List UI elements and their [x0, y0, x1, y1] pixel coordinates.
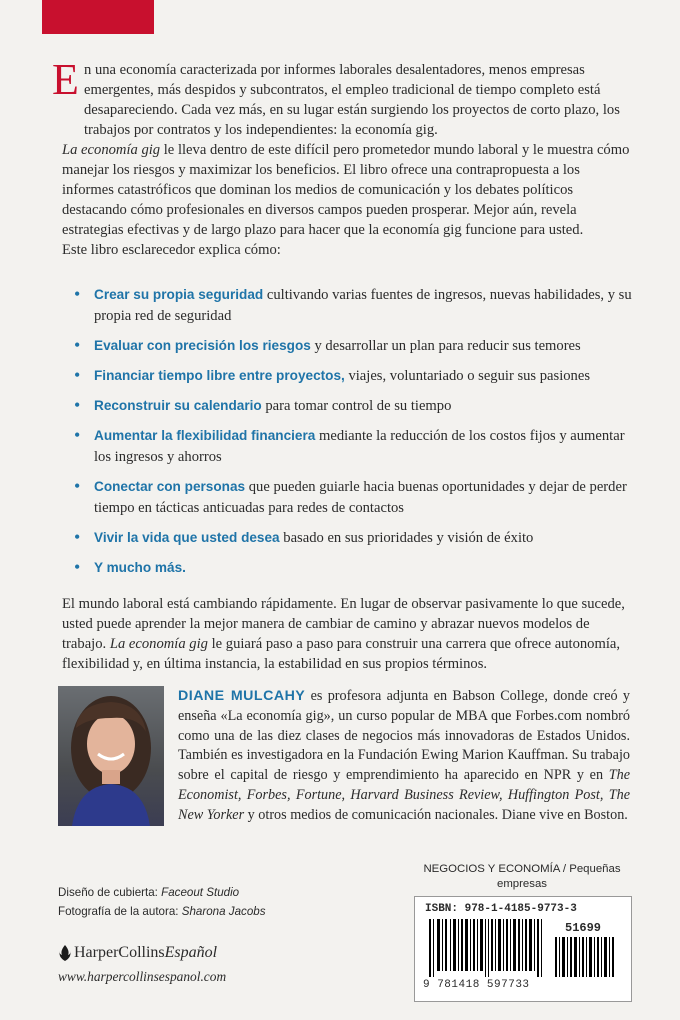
bullet-item: • Evaluar con precisión los riesgos y desarrollar un plan para reducir sus temores	[72, 335, 632, 357]
bullet-item: • Crear su propia seguridad cultivando varias fuentes de ingresos, nuevas habilidades, y su propia red de seguridad	[72, 284, 632, 327]
closing-paragraph: El mundo laboral está cambiando rápidamente. En lugar de observar pasivamente lo que sucede, usted puede aprender la mejor manera de cambiar de camino y abrazar nuevos modelos de trabajo. La economía gig le guiará paso a paso para construir una carrera que ofrece autonomía, flexibilidad y, en última instancia, la estabilidad en sus propios términos.	[62, 596, 625, 672]
cover-credit: Diseño de cubierta: Faceout Studio	[58, 886, 240, 899]
intro-paragraph-2: La economía gig le lleva dentro de este difícil pero prometedor mundo laboral y le muestra cómo manejar los riesgos y maximizar los beneficios. El libro ofrece una contrapropuesta a los informes catastróficos que dominan los medios de comunicación y los debates políticos destacando cómo profesionales en diversos campos pueden prosperar. Mejor aún, revela estrategias efectivas y de largo plazo para hacer que la economía gig funcione para usted.	[62, 142, 630, 238]
author-photo	[58, 686, 164, 826]
bullet-list	[72, 284, 632, 587]
credits	[58, 883, 266, 921]
bullet-item: • Conectar con personas que pueden guiarle hacia buenas oportunidades y dejar de perder tiempo en tácticas anticuadas para redes de contactos	[72, 476, 632, 519]
category-label: NEGOCIOS Y ECONOMÍA / Pequeñas empresas	[423, 863, 621, 890]
publisher-url[interactable]: www.harpercollinsespanol.com	[58, 969, 227, 984]
bullet-item: • Reconstruir su calendario para tomar control de su tiempo	[72, 395, 632, 417]
isbn-text: ISBN: 978-1-4185-9773-3	[425, 903, 577, 915]
ean-number: 9 781418 597733	[423, 979, 530, 991]
book-title: La economía gig	[62, 142, 161, 158]
price-code: 51699	[565, 921, 602, 935]
bullet-item: • Y mucho más.	[72, 557, 632, 579]
author-portrait-icon	[58, 686, 164, 826]
intro-paragraph-1: n una economía caracterizada por informes laborales desalentadores, menos empresas emergentes, más despidos y subcontratos, el empleo tradicional de tiempo completo está desapareciendo. Cada vez más, en su lugar están surgiendo los proyectos de corto plazo, los trabajos por contratos y los independientes: la economía gig.	[84, 62, 620, 138]
author-bio: DIANE MULCAHY es profesora adjunta en Babson College, donde creó y enseña «La economía gig», un curso popular de MBA que Forbes.com nombró como una de las diez clases de negocios más innovadoras de Estados Unidos. También es investigadora en la Fundación Ewing Marion Kauffman. Su trabajo sobre el capital de riesgo y emprendimiento ha aparecido en NPR y en The Economist, Forbes, Fortune, Harvard Business Review, Huffington Post, The New Yorker y otros medios de comunicación nacionales. Diane vive en Boston.	[178, 688, 630, 823]
bullet-item: • Vivir la vida que usted desea basado en sus prioridades y visión de éxito	[72, 527, 632, 549]
book-title: La economía gig	[109, 636, 208, 652]
red-header-bar	[42, 0, 154, 34]
photo-credit: Fotografía de la autora: Sharona Jacobs	[58, 905, 266, 918]
intro-paragraph-3: Este libro esclarecedor explica cómo:	[62, 242, 281, 258]
barcode	[414, 896, 632, 1002]
bullet-item: • Financiar tiempo libre entre proyectos, viajes, voluntariado o seguir sus pasiones	[72, 365, 632, 387]
intro-text	[52, 55, 630, 260]
author-name: DIANE MULCAHY	[178, 688, 306, 704]
publisher-logo: HarperCollins Español	[58, 944, 217, 962]
flame-icon	[58, 945, 72, 961]
dropcap: E	[52, 55, 79, 104]
bullet-item: • Aumentar la flexibilidad financiera mediante la reducción de los costos fijos y aumentar los ingresos y ahorros	[72, 425, 632, 468]
